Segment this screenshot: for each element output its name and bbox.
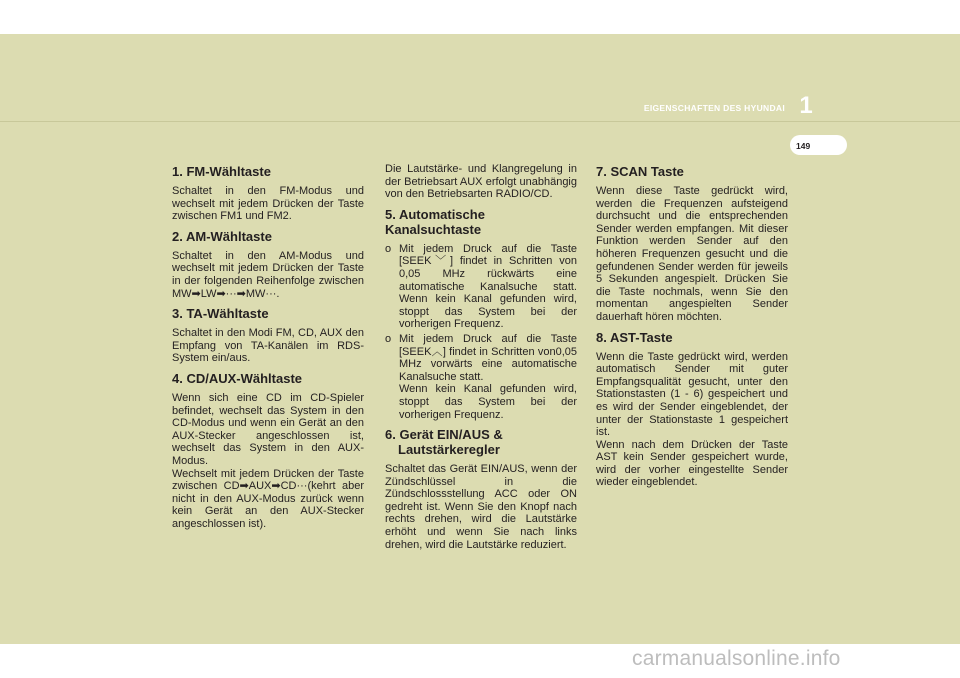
section-text-power: Schaltet das Gerät EIN/AUS, wenn der Zündschlüssel in die Zündschlossstellung ACC oder ON gedreht ist. Wenn Sie den Knopf nach rechts drehen, wird die Lautstärke erhöht und wenn Sie nach links drehen, wird die Lautstärke reduziert.: [385, 463, 577, 551]
section-title-power: 6. Gerät EIN/AUS &: [385, 427, 503, 443]
chapter-number: 1: [799, 92, 813, 119]
page-number: 149: [796, 141, 811, 151]
bullet-text-2: Wenn kein Kanal gefunden wird, stoppt das System bei der vorherigen Frequenz.: [399, 383, 577, 421]
watermark: carmanualsonline.info: [632, 647, 841, 670]
column-2: [385, 163, 577, 555]
column-1: [172, 160, 364, 534]
section-text-ast: Wenn die Taste gedrückt wird, werden automatisch Sender mit guter Empfangsqualität gesucht, unter den Stationstasten (1 - 6) gespeichert und es wird der Sender eingeblendet, der unter der Stationstaste 1 gespeichert ist.: [596, 350, 788, 439]
list-item: [385, 243, 577, 331]
section-title-power-2: Lautstärkeregler: [398, 442, 500, 458]
section-title-ast: 8. AST-Taste: [596, 329, 673, 345]
section-text-ast-2: Wenn nach dem Drücken der Taste AST kein Sender gespeichert wurde, wird der vorher eingestellte Sender wieder eingeblendet.: [596, 438, 788, 489]
list-item: [385, 333, 577, 421]
bullet-mark: o: [385, 332, 392, 345]
bullet-mark: o: [385, 242, 392, 255]
section-title-fm: 1. FM-Wähltaste: [172, 164, 271, 179]
section-text-cd-aux-2: Wechselt mit jedem Drücken der Taste zwischen CD➡AUX➡CD···(kehrt aber nicht in den AUX-Modus zurück wenn kein Gerät an den AUX-Stecker angeschlossen ist).: [172, 467, 364, 530]
section-title-ta: 3. TA-Wähltaste: [172, 306, 269, 322]
section-title-cd-aux: 4. CD/AUX-Wähltaste: [172, 370, 303, 386]
section-title-am: 2. AM-Wähltaste: [172, 228, 272, 244]
section-text-am: Schaltet in den AM-Modus und wechselt mit jedem Drücken der Taste in der folgenden Reihenfolge zwischen MW➡LW➡···➡MW···.: [172, 249, 364, 300]
bullet-text: Mit jedem Druck auf die Taste [SEEK︿] findet in Schritten von0,05 MHz vorwärts eine automatische Kanalsuche statt.: [399, 332, 577, 383]
chapter-title: EIGENSCHAFTEN DES HYUNDAI: [643, 103, 785, 113]
aux-intro-text: Die Lautstärke- und Klangregelung in der Betriebsart AUX erfolgt unabhängig von den Betriebsarten RADIO/CD.: [385, 163, 577, 201]
bullet-text: Mit jedem Druck auf die Taste [SEEK﹀] findet in Schritten von 0,05 MHz rückwärts eine automatische Kanalsuche statt. Wenn kein Kanal gefunden wird, stoppt das System bei der vorherigen Frequenz.: [399, 242, 577, 331]
section-text-ta: Schaltet in den Modi FM, CD, AUX den Empfang von TA-Kanälen im RDS-System ein/aus.: [172, 327, 364, 365]
header-divider: [0, 121, 960, 122]
section-text-cd-aux: Wenn sich eine CD im CD-Spieler befindet, wechselt das System in den CD-Modus und wenn ein Gerät an den AUX-Stecker angeschlossen ist, wechselt das System in den AUX-Modus.: [172, 391, 364, 467]
section-title-scan: 7. SCAN Taste: [596, 164, 684, 179]
section-title-seek: 5. Automatische Kanalsuchtaste: [385, 206, 485, 237]
section-text-fm: Schaltet in den FM-Modus und wechselt mit jedem Drücken der Taste zwischen FM1 und FM2.: [172, 185, 364, 223]
section-text-scan: Wenn diese Taste gedrückt wird, werden die Frequenzen aufsteigend durchsucht und die entsprechenden Sender werden empfangen. Mit dieser Funktion werden Sender auf den höheren Frequenzen gesucht und die gefundenen Sender werden für jeweils 5 Sekunden angespielt. Drücken Sie die Taste nochmals, wenn Sie den momentan angespielten Sender dauerhaft hören möchten.: [596, 185, 788, 323]
column-3: [596, 160, 788, 493]
